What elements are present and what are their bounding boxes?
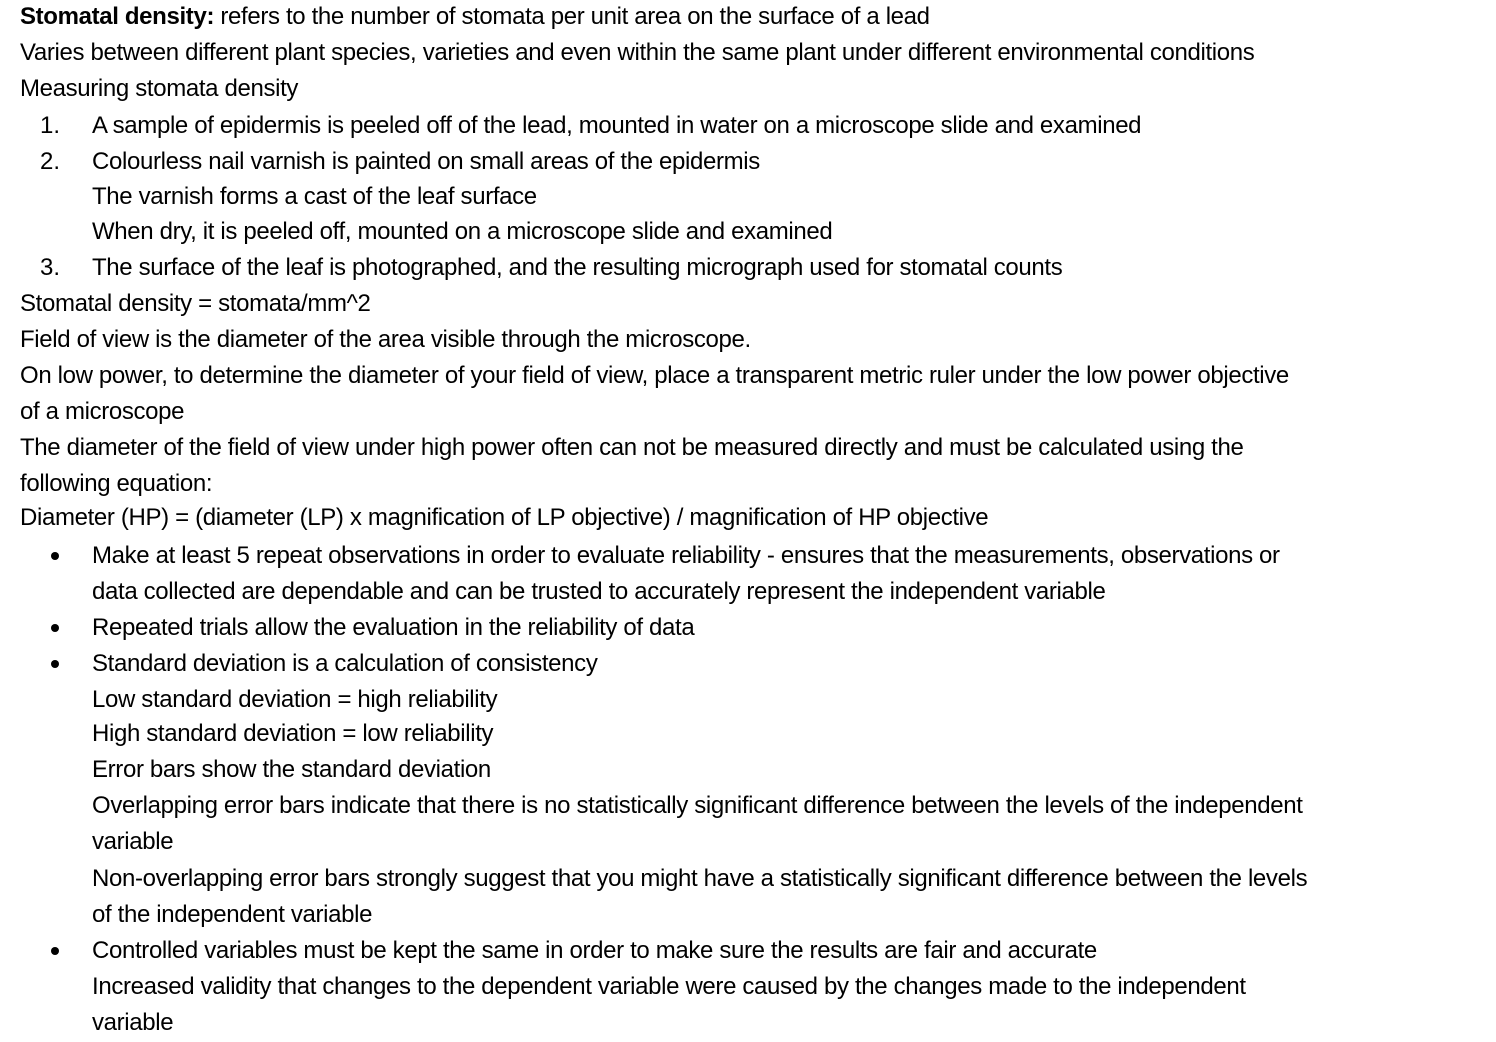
method-subline: The varnish forms a cast of the leaf surface [92,183,537,210]
definition-line [20,2,930,32]
method-text: A sample of epidermis is peeled off of the lead, mounted in water on a microscope slide and examined [92,112,1142,139]
method-number: 3. [40,254,61,281]
bullet-subline: Non-overlapping error bars strongly suggest that you might have a statistically significant difference between the levels [92,865,1308,892]
low-power-text: of a microscope [20,398,185,425]
bullet-dot [51,624,59,632]
bullet-dot [51,660,59,668]
bullet-subline: High standard deviation = low reliability [92,720,494,747]
measuring-heading: Measuring stomata density [20,75,299,102]
bullet-text: Repeated trials allow the evaluation in the reliability of data [92,614,695,641]
density-formula: Stomatal density = stomata/mm^2 [20,290,371,317]
bullet-text: data collected are dependable and can be trusted to accurately represent the independent variable [92,578,1106,605]
low-power-text: On low power, to determine the diameter of your field of view, place a transparent metric ruler under the low power objective [20,362,1289,389]
bullet-subline: Error bars show the standard deviation [92,756,491,783]
method-text: The surface of the leaf is photographed, and the resulting micrograph used for stomatal counts [92,254,1063,281]
definition-text: refers to the number of stomata per unit area on the surface of a lead [214,3,930,30]
high-power-text: The diameter of the field of view under high power often can not be measured directly and must be calculated using the [20,434,1244,461]
bullet-subline: of the independent variable [92,901,373,928]
bullet-dot [51,947,59,955]
bullet-text: Controlled variables must be kept the same in order to make sure the results are fair and accurate [92,937,1097,964]
bullet-subline: Overlapping error bars indicate that there is no statistically significant difference between the levels of the independent [92,792,1303,819]
method-number: 2. [40,148,61,175]
method-number: 1. [40,112,61,139]
bullet-subline: Low standard deviation = high reliability [92,686,498,713]
method-text: Colourless nail varnish is painted on small areas of the epidermis [92,148,760,175]
bullet-subline: Increased validity that changes to the dependent variable were caused by the changes made to the independent [92,973,1246,1000]
method-subline: When dry, it is peeled off, mounted on a microscope slide and examined [92,218,833,245]
bullet-dot [51,552,59,560]
high-power-text: following equation: [20,470,213,497]
diameter-formula: Diameter (HP) = (diameter (LP) x magnification of LP objective) / magnification of HP objective [20,504,989,531]
field-of-view-text: Field of view is the diameter of the area visible through the microscope. [20,326,751,353]
bullet-text: Standard deviation is a calculation of consistency [92,650,598,677]
bullet-subline: variable [92,1009,174,1036]
definition-term: Stomatal density: [20,3,215,30]
bullet-subline: variable [92,828,174,855]
bullet-text: Make at least 5 repeat observations in order to evaluate reliability - ensures that the measurements, observations or [92,542,1280,569]
variation-line: Varies between different plant species, varieties and even within the same plant under different environmental conditions [20,39,1255,66]
